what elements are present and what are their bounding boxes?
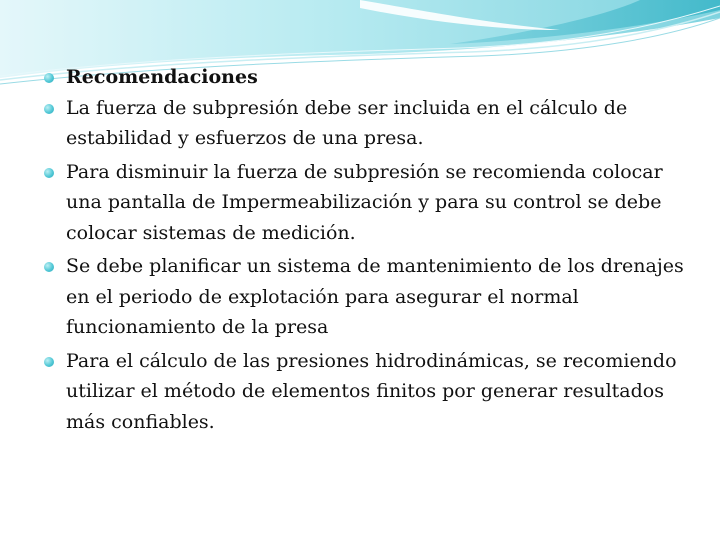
list-item: [44, 157, 694, 249]
recommendations-list: [44, 62, 694, 440]
bullet-icon: [44, 73, 54, 83]
bullet-icon: [44, 168, 54, 178]
list-item-text: Para disminuir la fuerza de subpresión se recomienda colocar una pantalla de Impermeabilización y para su control se debe colocar sistemas de medición.: [66, 160, 663, 244]
list-item-text: La fuerza de subpresión debe ser incluida en el cálculo de estabilidad y esfuerzos de una presa.: [66, 96, 628, 149]
heading-text: Recomendaciones: [66, 66, 258, 88]
list-item-text: Para el cálculo de las presiones hidrodinámicas, se recomiendo utilizar el método de elementos finitos por generar resultados más confiables.: [66, 349, 677, 433]
list-item-heading: [44, 62, 694, 93]
bullet-icon: [44, 357, 54, 367]
bullet-icon: [44, 104, 54, 114]
list-item: [44, 346, 694, 438]
bullet-icon: [44, 262, 54, 272]
list-item: [44, 251, 694, 343]
list-item: [44, 93, 694, 154]
list-item-text: Se debe planificar un sistema de mantenimiento de los drenajes en el periodo de explotación para asegurar el normal funcionamiento de la presa: [66, 255, 684, 338]
